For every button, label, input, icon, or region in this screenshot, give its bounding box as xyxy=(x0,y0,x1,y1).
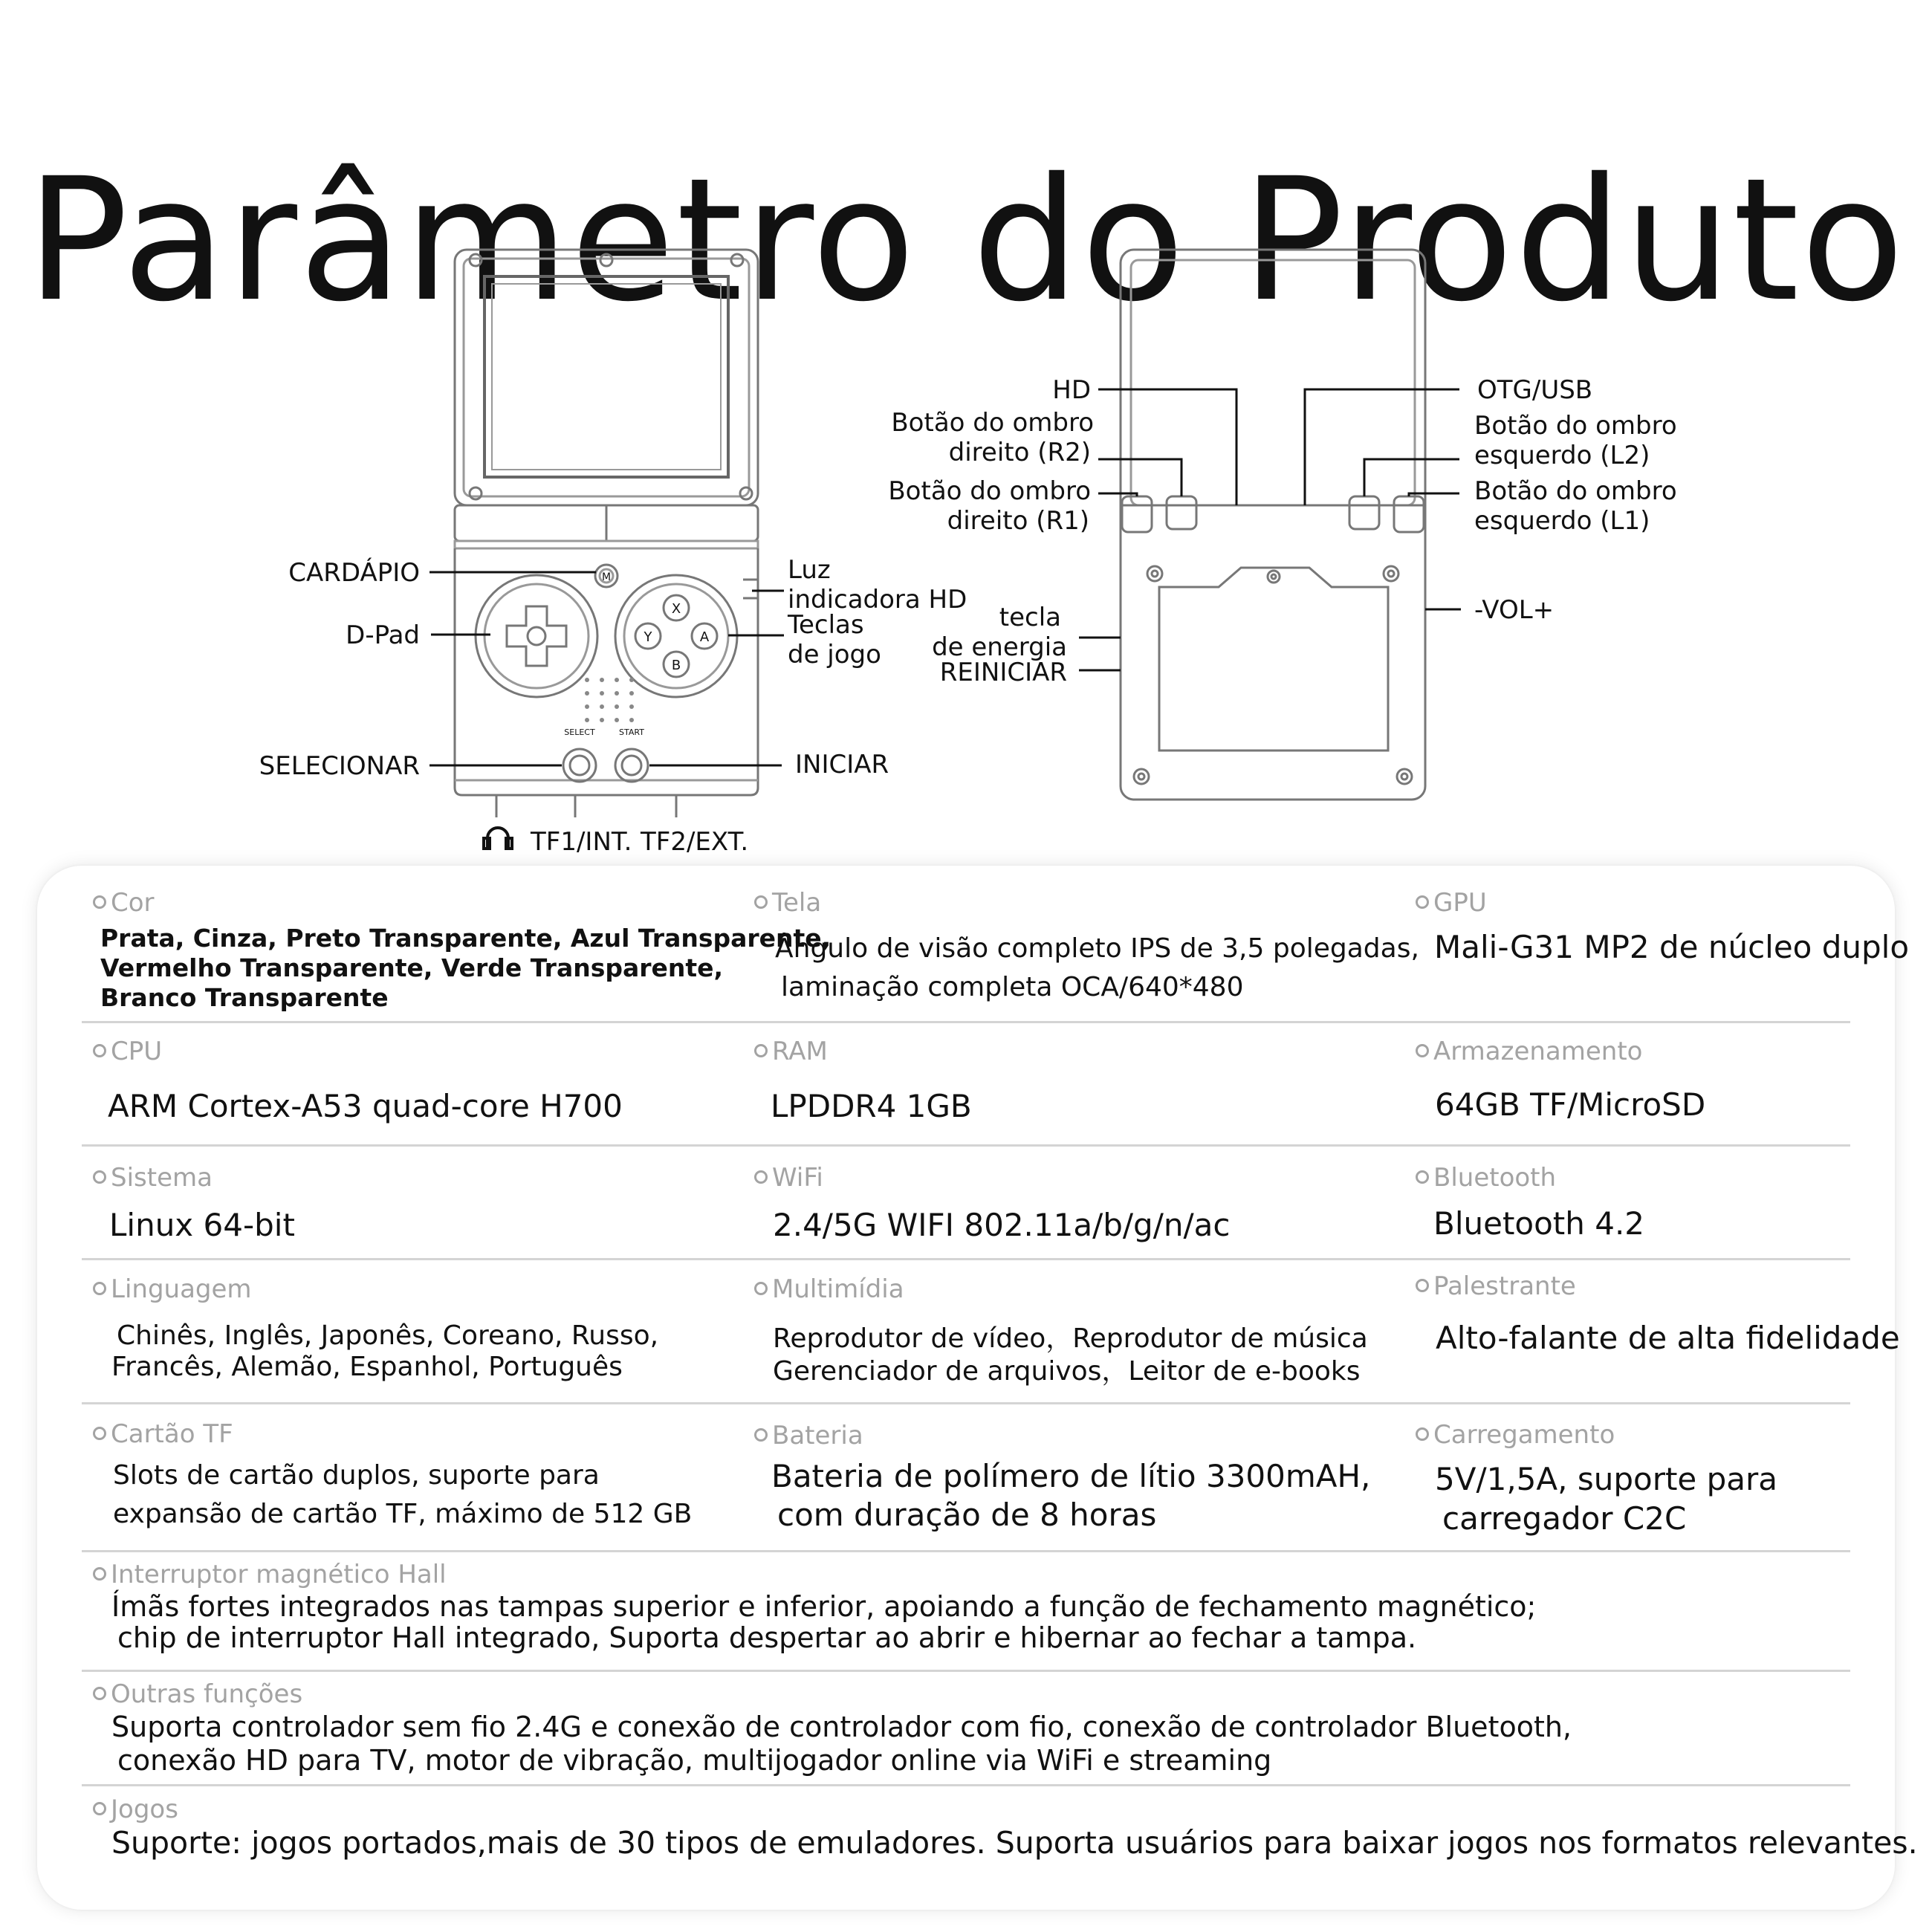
callout-led-line2: indicadora HD xyxy=(788,585,967,615)
spec-label-cor: Cor xyxy=(93,888,155,918)
callout-r2-line2: direito (R2) xyxy=(948,438,1091,467)
spec-value-linguagem-line2: Francês, Alemão, Espanhol, Português xyxy=(111,1352,623,1382)
spec-value-linguagem-line1: Chinês, Inglês, Japonês, Coreano, Russo, xyxy=(117,1320,659,1351)
spec-card xyxy=(37,866,1918,1910)
spec-value-cor-line2: Vermelho Transparente, Verde Transparente, xyxy=(100,953,724,982)
spec-value-multimidia-line1: Reprodutor de vídeo，Reprodutor de música xyxy=(773,1323,1368,1354)
callout-l1-line2: esquerdo (L1) xyxy=(1474,506,1650,536)
spec-label-linguagem: Linguagem xyxy=(93,1274,252,1304)
spec-label-hall: Interruptor magnético Hall xyxy=(93,1560,447,1589)
callout-hd: HD xyxy=(1052,375,1091,405)
callout-select: SELECIONAR xyxy=(259,751,420,781)
spec-label-ram: RAM xyxy=(754,1037,828,1066)
back-view-device xyxy=(1121,250,1425,800)
start-small-label: START xyxy=(619,727,644,737)
device-diagram xyxy=(0,238,1932,862)
callout-r1-line2: direito (R1) xyxy=(947,506,1089,536)
spec-value-cor-line1: Prata, Cinza, Preto Transparente, Azul Transparente, xyxy=(100,924,832,953)
spec-value-palestrante: Alto-falante de alta fidelidade xyxy=(1436,1320,1900,1356)
spec-label-cpu: CPU xyxy=(93,1037,162,1066)
spec-value-bateria-line1: Bateria de polímero de lítio 3300mAH, xyxy=(771,1458,1371,1494)
spec-label-bluetooth: Bluetooth xyxy=(1416,1163,1556,1193)
headphone-icon xyxy=(484,828,512,849)
callout-r2-line1: Botão do ombro xyxy=(891,408,1094,438)
spec-label-armazenamento: Armazenamento xyxy=(1416,1037,1642,1066)
callout-l1-line1: Botão do ombro xyxy=(1474,476,1677,506)
select-small-label: SELECT xyxy=(564,727,595,737)
spec-value-jogos: Suporte: jogos portados,mais de 30 tipos de emuladores. Suporta usuários para baixar jogos nos formatos relevantes. xyxy=(111,1825,1918,1861)
callout-start: INICIAR xyxy=(795,750,889,779)
spec-value-carregamento-line2: carregador C2C xyxy=(1442,1500,1687,1537)
spec-value-tela-line2: laminação completa OCA/640*480 xyxy=(781,972,1244,1002)
spec-value-outras-line1: Suporta controlador sem fio 2.4G e conexão de controlador com fio, conexão de controlador Bluetooth, xyxy=(111,1711,1572,1743)
callout-dpad: D-Pad xyxy=(346,620,420,650)
spec-value-bateria-line2: com duração de 8 horas xyxy=(777,1497,1157,1533)
divider xyxy=(82,1670,1850,1672)
callout-keys-line1: Teclas xyxy=(788,610,864,640)
divider xyxy=(82,1784,1850,1786)
spec-value-wifi: 2.4/5G WIFI 802.11a/b/g/n/ac xyxy=(773,1207,1231,1243)
speaker-grille xyxy=(585,678,634,722)
callout-reset: REINICIAR xyxy=(939,658,1067,687)
divider xyxy=(82,1550,1850,1552)
menu-badge: M xyxy=(601,571,612,583)
spec-value-sistema: Linux 64-bit xyxy=(109,1207,295,1243)
callout-tf1: TF1/INT. xyxy=(531,827,632,857)
button-y-label: Y xyxy=(644,629,652,645)
spec-label-carregamento: Carregamento xyxy=(1416,1420,1615,1450)
callout-r1-line1: Botão do ombro xyxy=(888,476,1091,506)
spec-value-bluetooth: Bluetooth 4.2 xyxy=(1433,1205,1645,1242)
spec-label-gpu: GPU xyxy=(1416,888,1487,918)
spec-label-tela: Tela xyxy=(754,888,821,918)
callout-vol: -VOL+ xyxy=(1474,595,1555,625)
spec-value-outras-line2: conexão HD para TV, motor de vibração, multijogador online via WiFi e streaming xyxy=(117,1744,1272,1777)
back-leader-lines xyxy=(1079,389,1461,670)
button-x-label: X xyxy=(671,601,681,617)
divider xyxy=(82,1258,1850,1260)
spec-value-ram: LPDDR4 1GB xyxy=(771,1088,972,1124)
callout-l2-line2: esquerdo (L2) xyxy=(1474,441,1650,470)
spec-value-cor-line3: Branco Transparente xyxy=(100,983,389,1012)
spec-value-cartao-tf-line1: Slots de cartão duplos, suporte para xyxy=(113,1460,600,1491)
spec-value-carregamento-line1: 5V/1,5A, suporte para xyxy=(1435,1461,1778,1497)
front-leader-lines xyxy=(429,572,784,765)
spec-label-cartao-tf: Cartão TF xyxy=(93,1419,233,1449)
callout-l2-line1: Botão do ombro xyxy=(1474,411,1677,441)
divider xyxy=(82,1021,1850,1023)
divider xyxy=(82,1402,1850,1404)
callout-keys-line2: de jogo xyxy=(788,640,881,670)
spec-label-palestrante: Palestrante xyxy=(1416,1271,1576,1301)
spec-value-hall-line2: chip de interruptor Hall integrado, Suporta despertar ao abrir e hibernar ao fechar a tampa. xyxy=(117,1621,1417,1654)
front-view-device xyxy=(455,250,758,817)
spec-value-multimidia-line2: Gerenciador de arquivos，Leitor de e-books xyxy=(773,1356,1361,1387)
callout-power-line1: tecla xyxy=(999,603,1061,632)
callout-otg: OTG/USB xyxy=(1477,375,1593,405)
callout-menu: CARDÁPIO xyxy=(288,558,420,588)
divider xyxy=(82,1144,1850,1147)
spec-label-wifi: WiFi xyxy=(754,1163,823,1193)
button-b-label: B xyxy=(671,658,681,673)
callout-power-line2: de energia xyxy=(932,632,1067,662)
callout-led-line1: Luz xyxy=(788,555,831,585)
spec-value-cartao-tf-line2: expansão de cartão TF, máximo de 512 GB xyxy=(113,1499,693,1529)
spec-value-tela-line1: Ângulo de visão completo IPS de 3,5 polegadas, xyxy=(775,933,1419,964)
spec-label-multimidia: Multimídia xyxy=(754,1274,904,1304)
spec-label-sistema: Sistema xyxy=(93,1163,213,1193)
spec-label-bateria: Bateria xyxy=(754,1421,863,1450)
spec-value-armazenamento: 64GB TF/MicroSD xyxy=(1435,1086,1706,1123)
spec-value-cpu: ARM Cortex-A53 quad-core H700 xyxy=(108,1088,623,1124)
spec-label-jogos: Jogos xyxy=(93,1795,178,1824)
button-a-label: A xyxy=(699,629,710,645)
spec-value-gpu: Mali-G31 MP2 de núcleo duplo xyxy=(1434,929,1910,965)
callout-tf2: TF2/EXT. xyxy=(641,827,749,857)
spec-label-outras: Outras funções xyxy=(93,1679,302,1709)
page-title: Parâmetro do Produto xyxy=(26,140,1906,339)
spec-value-hall-line1: Ímãs fortes integrados nas tampas superior e inferior, apoiando a função de fechamento magnético; xyxy=(111,1590,1537,1623)
